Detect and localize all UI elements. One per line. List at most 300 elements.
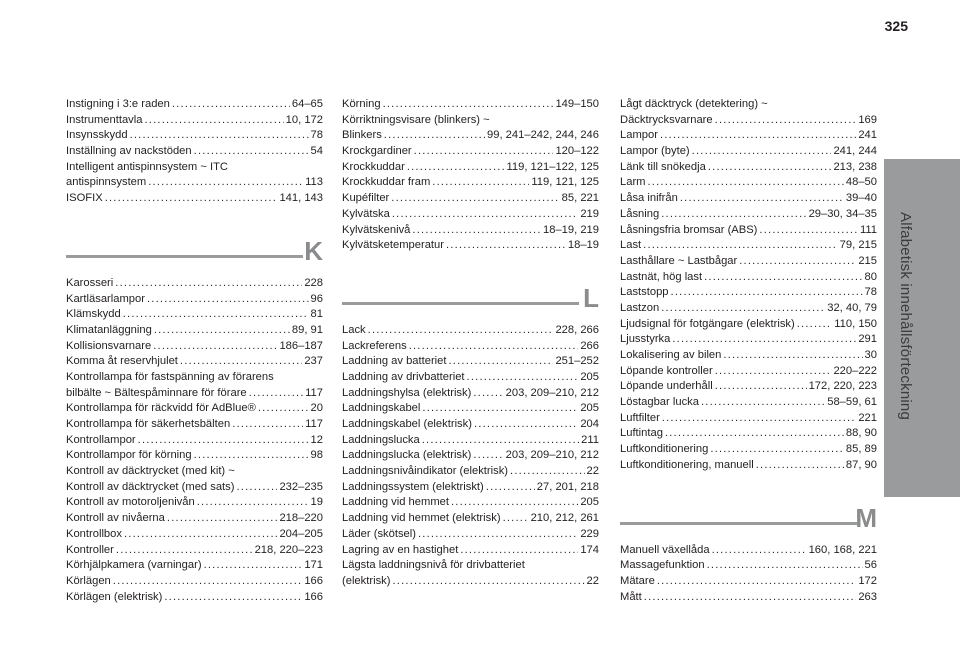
entry-term: Löpande kontroller xyxy=(620,364,713,377)
entry-term: Laddning av drivbatteriet xyxy=(342,370,465,383)
entry-term: Klimatanläggning xyxy=(66,323,152,336)
index-entry xyxy=(620,285,877,301)
entry-page-ref[interactable]: 27, 201, 218 xyxy=(536,480,599,493)
index-entry xyxy=(342,464,599,480)
index-entry xyxy=(66,433,323,449)
entry-term: Massagefunktion xyxy=(620,559,705,572)
dot-leader xyxy=(644,590,857,606)
entry-term: Körning xyxy=(342,98,381,110)
entry-term: Kontroll av däcktrycket (med kit) ~ xyxy=(66,465,235,478)
entry-term: Körlägen xyxy=(66,574,111,587)
entry-term: Klämskydd xyxy=(66,308,121,321)
index-entry xyxy=(66,160,323,176)
entry-page-ref[interactable]: 205 xyxy=(580,496,599,509)
entry-term: Mått xyxy=(620,590,642,603)
index-entry xyxy=(342,511,599,527)
entry-page-ref[interactable]: 221 xyxy=(858,411,877,424)
dot-leader xyxy=(194,448,309,464)
section-letter: M xyxy=(855,502,877,533)
entry-page-ref[interactable]: 79, 215 xyxy=(839,239,877,252)
entry-term: Laddningskabel (elektrisk) xyxy=(342,418,472,430)
dot-leader xyxy=(407,160,505,176)
letter-section-header xyxy=(342,281,599,317)
section-tab xyxy=(884,159,960,497)
dot-leader xyxy=(237,480,278,496)
dot-leader xyxy=(701,395,825,411)
dot-leader xyxy=(467,370,579,386)
entry-page-ref[interactable]: 110, 150 xyxy=(834,317,877,330)
index-entry xyxy=(342,417,599,433)
entry-page-ref[interactable]: 218–220 xyxy=(279,512,323,525)
entry-term: Laddningsnivåindikator (elektrisk) xyxy=(342,465,509,478)
entry-page-ref[interactable]: 219 xyxy=(580,207,599,220)
index-entry xyxy=(342,543,599,559)
dot-leader xyxy=(113,574,303,590)
dot-leader xyxy=(144,113,283,129)
entry-page-ref[interactable]: 204–205 xyxy=(279,527,323,540)
index-entry xyxy=(342,128,599,144)
index-entry xyxy=(620,442,877,458)
entry-term: ISOFIX xyxy=(66,192,103,205)
entry-page-ref[interactable]: 210, 212, 261 xyxy=(530,512,599,525)
dot-leader xyxy=(451,495,578,511)
entry-term: Lägsta laddningsnivå för drivbatteriet xyxy=(342,559,525,572)
index-entry xyxy=(342,527,599,543)
index-entry xyxy=(342,495,599,511)
section-divider xyxy=(342,302,579,305)
entry-term: Löpande underhåll xyxy=(620,380,713,393)
entry-page-ref[interactable]: 12 xyxy=(310,433,323,446)
dot-leader xyxy=(422,433,579,449)
dot-leader xyxy=(414,144,554,160)
entry-page-ref[interactable]: 98 xyxy=(310,449,323,462)
entry-term: Luftfilter xyxy=(620,411,660,424)
entry-page-ref[interactable]: 141, 143 xyxy=(279,192,323,205)
index-entry xyxy=(342,574,599,590)
entry-term: Laddning av batteriet xyxy=(342,355,447,368)
entry-page-ref[interactable]: 215 xyxy=(858,254,877,267)
index-entry xyxy=(620,160,877,176)
dot-leader xyxy=(368,323,554,339)
index-entry xyxy=(342,339,599,355)
index-entry xyxy=(66,590,323,606)
index-entry xyxy=(620,113,877,129)
entry-term: Däcktrycksvarnare xyxy=(620,113,713,126)
dot-leader xyxy=(680,191,844,207)
dot-leader xyxy=(723,348,862,364)
entry-page-ref[interactable]: 10, 172 xyxy=(285,113,323,126)
dot-leader xyxy=(124,527,277,543)
index-entry xyxy=(620,175,877,191)
dot-leader xyxy=(473,386,503,402)
entry-term: Krockgardiner xyxy=(342,145,412,158)
index-entry xyxy=(66,527,323,543)
index-entry xyxy=(620,270,877,286)
letter-section-header xyxy=(66,234,323,270)
dot-leader xyxy=(194,144,309,160)
entry-term: Inställning av nackstöden xyxy=(66,145,192,158)
index-entry xyxy=(66,191,323,207)
entry-term: Intelligent antispinnsystem ~ ITC xyxy=(66,160,228,173)
entry-term: Låsning xyxy=(620,207,660,220)
dot-leader xyxy=(486,480,535,496)
dot-leader xyxy=(710,442,844,458)
entry-page-ref[interactable]: 172 xyxy=(858,574,877,587)
index-entry xyxy=(342,113,599,129)
section-tab-label: Alfabetisk innehållsförteckning xyxy=(897,212,914,420)
entry-term: Luftintag xyxy=(620,427,663,440)
dot-leader xyxy=(409,339,579,355)
entry-page-ref[interactable]: 22 xyxy=(586,465,599,478)
entry-page-ref[interactable]: 171 xyxy=(304,559,323,572)
entry-page-ref[interactable]: 78 xyxy=(310,129,323,142)
index-entry xyxy=(620,348,877,364)
entry-page-ref[interactable]: 85, 89 xyxy=(845,443,877,456)
entry-page-ref[interactable]: 169 xyxy=(858,113,877,126)
entry-page-ref[interactable]: 220–222 xyxy=(833,364,877,377)
entry-term: Kollisionsvarnare xyxy=(66,339,152,352)
entry-page-ref[interactable]: 166 xyxy=(304,574,323,587)
index-entry xyxy=(66,511,323,527)
entry-page-ref[interactable]: 113 xyxy=(305,176,323,189)
entry-page-ref[interactable]: 22 xyxy=(586,574,599,587)
index-entry xyxy=(66,495,323,511)
entry-page-ref[interactable]: 56 xyxy=(864,559,877,572)
entry-page-ref[interactable]: 81 xyxy=(310,308,323,321)
entry-page-ref[interactable]: 205 xyxy=(580,370,599,383)
entry-page-ref[interactable]: 54 xyxy=(310,145,323,158)
entry-term: Ljudsignal för fotgängare (elektrisk) xyxy=(620,317,795,330)
entry-page-ref[interactable]: 20 xyxy=(310,402,323,415)
entry-term: Lampor (byte) xyxy=(620,145,690,158)
section-letter: K xyxy=(304,235,323,266)
entry-page-ref[interactable]: 229 xyxy=(580,527,599,540)
dot-leader xyxy=(123,307,309,323)
entry-term: Kontroll av nivåerna xyxy=(66,512,165,525)
entry-page-ref[interactable]: 186–187 xyxy=(279,339,323,352)
entry-page-ref[interactable]: 166 xyxy=(304,590,323,603)
entry-page-ref[interactable]: 172, 220, 223 xyxy=(808,380,877,393)
index-entry xyxy=(342,433,599,449)
index-entry xyxy=(66,175,323,191)
entry-page-ref[interactable]: 228 xyxy=(304,276,323,289)
index-entry xyxy=(342,448,599,464)
entry-page-ref[interactable]: 203, 209–210, 212 xyxy=(505,449,599,462)
index-entry xyxy=(620,301,877,317)
dot-leader xyxy=(671,285,863,301)
entry-term: Lampor xyxy=(620,129,658,142)
entry-term: Instrumenttavla xyxy=(66,113,143,126)
entry-term: Krockkuddar xyxy=(342,160,405,173)
index-entry xyxy=(66,276,323,292)
entry-page-ref[interactable]: 48–50 xyxy=(845,176,877,189)
dot-leader xyxy=(712,543,807,559)
dot-leader xyxy=(759,223,858,239)
entry-page-ref[interactable]: 19 xyxy=(310,496,323,509)
entry-term: Löstagbar lucka xyxy=(620,396,699,409)
index-entry xyxy=(66,370,323,386)
entry-term: Kontroll av motoroljenivån xyxy=(66,496,195,509)
entry-term: Kontrollampa för räckvidd för AdBlue® xyxy=(66,402,256,415)
letter-section-header xyxy=(620,501,877,537)
entry-page-ref[interactable]: 228, 266 xyxy=(555,323,599,336)
index-entry xyxy=(66,448,323,464)
entry-term: Laddning vid hemmet xyxy=(342,496,449,509)
index-entry xyxy=(66,339,323,355)
entry-page-ref[interactable]: 291 xyxy=(858,333,877,346)
dot-leader xyxy=(116,543,253,559)
entry-term: Låsa inifrån xyxy=(620,192,678,205)
entry-term: Ljusstyrka xyxy=(620,333,671,346)
dot-leader xyxy=(232,417,303,433)
entry-term: Kontroller xyxy=(66,543,114,556)
dot-leader xyxy=(153,339,277,355)
index-entry xyxy=(66,113,323,129)
entry-page-ref[interactable]: 213, 238 xyxy=(833,160,877,173)
entry-page-ref[interactable]: 30 xyxy=(864,349,877,361)
index-entry xyxy=(620,223,877,239)
dot-leader xyxy=(474,417,578,433)
index-entry xyxy=(66,401,323,417)
index-entry xyxy=(620,558,877,574)
dot-leader xyxy=(643,238,838,254)
entry-page-ref[interactable]: 263 xyxy=(858,590,877,603)
dot-leader xyxy=(715,113,857,129)
entry-page-ref[interactable]: 111 xyxy=(859,223,877,236)
entry-page-ref[interactable]: 117 xyxy=(305,386,323,399)
index-entry xyxy=(66,128,323,144)
entry-term: Låsningsfria bromsar (ABS) xyxy=(620,223,758,236)
index-entry xyxy=(620,332,877,348)
entry-term: Kylvätska xyxy=(342,207,390,220)
index-column-3 xyxy=(620,97,877,605)
dot-leader xyxy=(672,332,856,348)
entry-term: Kontroll av däcktrycket (med sats) xyxy=(66,480,235,493)
entry-term: Krockkuddar fram xyxy=(342,176,431,189)
index-entry xyxy=(66,558,323,574)
entry-page-ref[interactable]: 64–65 xyxy=(291,98,323,110)
entry-term: Kontrollbox xyxy=(66,527,122,540)
entry-page-ref[interactable]: 39–40 xyxy=(845,192,877,205)
entry-term: Kylvätsketemperatur xyxy=(342,239,444,252)
index-entry xyxy=(342,144,599,160)
dot-leader xyxy=(449,354,554,370)
dot-leader xyxy=(197,495,309,511)
dot-leader xyxy=(797,317,833,333)
index-entry xyxy=(620,426,877,442)
index-entry xyxy=(66,97,323,113)
entry-term: Luftkonditionering xyxy=(620,443,709,456)
entry-term: Karosseri xyxy=(66,276,114,289)
entry-page-ref[interactable]: 174 xyxy=(580,543,599,556)
index-entry xyxy=(620,543,877,559)
index-entry xyxy=(66,464,323,480)
index-entry xyxy=(342,191,599,207)
index-entry xyxy=(620,97,877,113)
index-entry xyxy=(342,97,599,113)
dot-leader xyxy=(392,207,578,223)
dot-leader xyxy=(115,276,302,292)
index-entry xyxy=(342,207,599,223)
entry-page-ref[interactable]: 78 xyxy=(864,286,877,299)
dot-leader xyxy=(446,238,566,254)
entry-term: Länk till snökedja xyxy=(620,160,706,173)
entry-page-ref[interactable]: 18–19 xyxy=(567,239,599,252)
entry-term: Körlägen (elektrisk) xyxy=(66,590,163,603)
entry-page-ref[interactable]: 266 xyxy=(580,339,599,352)
entry-term: Kontrollampa för fastspänning av förarens xyxy=(66,370,274,383)
dot-leader xyxy=(704,270,862,286)
entry-page-ref[interactable]: 87, 90 xyxy=(845,458,877,471)
dot-leader xyxy=(148,175,303,191)
entry-term: Insynsskydd xyxy=(66,129,128,142)
entry-term: Körhjälpkamera (varningar) xyxy=(66,559,202,572)
dot-leader xyxy=(708,160,832,176)
entry-page-ref[interactable]: 29–30, 34–35 xyxy=(808,207,877,220)
index-column-2 xyxy=(342,97,599,590)
entry-term: Mätare xyxy=(620,574,655,587)
index-entry xyxy=(620,379,877,395)
entry-page-ref[interactable]: 211 xyxy=(581,433,599,446)
index-entry xyxy=(342,558,599,574)
entry-page-ref[interactable]: 232–235 xyxy=(279,480,323,493)
entry-term: bilbälte ~ Bältespåminnare för förare xyxy=(66,386,247,399)
dot-leader xyxy=(418,527,578,543)
entry-term: (elektrisk) xyxy=(342,574,391,587)
section-divider xyxy=(66,255,303,258)
entry-term: Kartläsarlampor xyxy=(66,292,145,305)
dot-leader xyxy=(258,401,309,417)
entry-page-ref[interactable]: 119, 121–122, 125 xyxy=(506,160,599,173)
index-entry xyxy=(66,323,323,339)
entry-page-ref[interactable]: 117 xyxy=(305,418,323,430)
entry-term: Laddningskabel xyxy=(342,402,421,415)
index-entry xyxy=(620,411,877,427)
dot-leader xyxy=(172,97,290,113)
entry-term: Laddning vid hemmet (elektrisk) xyxy=(342,512,501,525)
entry-page-ref[interactable]: 119, 121, 125 xyxy=(531,176,599,189)
dot-leader xyxy=(665,426,844,442)
entry-page-ref[interactable]: 241, 244 xyxy=(833,145,877,158)
index-entry xyxy=(342,370,599,386)
index-entry xyxy=(620,574,877,590)
entry-page-ref[interactable]: 237 xyxy=(304,355,323,368)
entry-term: Lastnät, hög last xyxy=(620,270,703,283)
dot-leader xyxy=(739,254,856,270)
entry-page-ref[interactable]: 149–150 xyxy=(555,98,599,110)
dot-leader xyxy=(392,574,584,590)
entry-term: Lastzon xyxy=(620,301,660,314)
index-entry xyxy=(66,480,323,496)
index-entry xyxy=(620,191,877,207)
dot-leader xyxy=(503,511,529,527)
index-entry xyxy=(66,307,323,323)
entry-page-ref[interactable]: 160, 168, 221 xyxy=(808,543,877,556)
entry-page-ref[interactable]: 96 xyxy=(310,292,323,305)
entry-term: Komma åt reservhjulet xyxy=(66,355,178,368)
index-entry xyxy=(66,543,323,559)
entry-term: Larm xyxy=(620,176,646,189)
index-entry xyxy=(342,480,599,496)
dot-leader xyxy=(249,386,304,402)
dot-leader xyxy=(180,354,302,370)
entry-page-ref[interactable]: 80 xyxy=(864,270,877,283)
entry-page-ref[interactable]: 218, 220–223 xyxy=(254,543,323,556)
dot-leader xyxy=(662,411,857,427)
index-entry xyxy=(342,160,599,176)
dot-leader xyxy=(383,97,554,113)
dot-leader xyxy=(204,558,303,574)
dot-leader xyxy=(692,144,832,160)
entry-page-ref[interactable]: 88, 90 xyxy=(845,427,877,440)
entry-page-ref[interactable]: 204 xyxy=(580,418,599,430)
entry-term: antispinnsystem xyxy=(66,176,147,189)
entry-page-ref[interactable]: 18–19, 219 xyxy=(543,223,599,236)
index-entry xyxy=(66,292,323,308)
dot-leader xyxy=(164,590,302,606)
dot-leader xyxy=(661,207,806,223)
entry-term: Kupéfilter xyxy=(342,192,390,205)
entry-page-ref[interactable]: 205 xyxy=(580,402,599,415)
dot-leader xyxy=(130,128,309,144)
entry-page-ref[interactable]: 120–122 xyxy=(555,145,599,158)
index-entry xyxy=(620,590,877,606)
entry-term: Blinkers xyxy=(342,129,382,142)
index-entry xyxy=(66,144,323,160)
entry-term: Laddningshylsa (elektrisk) xyxy=(342,386,472,399)
index-entry xyxy=(620,458,877,474)
page-number: 325 xyxy=(884,18,908,34)
dot-leader xyxy=(138,433,309,449)
dot-leader xyxy=(648,175,844,191)
index-entry xyxy=(342,175,599,191)
entry-page-ref[interactable]: 58–59, 61 xyxy=(827,396,877,409)
dot-leader xyxy=(510,464,585,480)
entry-page-ref[interactable]: 32, 40, 79 xyxy=(827,301,877,314)
entry-term: Laddningslucka (elektrisk) xyxy=(342,449,472,462)
index-entry xyxy=(620,144,877,160)
index-entry xyxy=(342,401,599,417)
entry-term: Laddningslucka xyxy=(342,433,420,446)
dot-leader xyxy=(715,364,832,380)
dot-leader xyxy=(473,448,503,464)
dot-leader xyxy=(660,128,856,144)
entry-term: Körriktningsvisare (blinkers) ~ xyxy=(342,113,490,126)
entry-page-ref[interactable]: 89, 91 xyxy=(291,323,323,336)
entry-page-ref[interactable]: 251–252 xyxy=(555,355,599,368)
entry-term: Manuell växellåda xyxy=(620,543,710,556)
index-entry xyxy=(342,354,599,370)
entry-term: Lågt däcktryck (detektering) ~ xyxy=(620,98,768,110)
entry-term: Läder (skötsel) xyxy=(342,527,416,540)
dot-leader xyxy=(154,323,290,339)
dot-leader xyxy=(657,574,857,590)
dot-leader xyxy=(707,558,863,574)
entry-term: Kontrollampa för säkerhetsbälten xyxy=(66,418,231,430)
entry-page-ref[interactable]: 85, 221 xyxy=(561,192,599,205)
entry-page-ref[interactable]: 241 xyxy=(858,129,877,142)
section-letter: L xyxy=(583,282,599,313)
dot-leader xyxy=(756,458,844,474)
entry-page-ref[interactable]: 99, 241–242, 244, 246 xyxy=(487,129,599,142)
dot-leader xyxy=(661,301,825,317)
entry-term: Last xyxy=(620,239,642,252)
entry-page-ref[interactable]: 203, 209–210, 212 xyxy=(505,386,599,399)
entry-term: Kontrollampor för körning xyxy=(66,449,192,462)
dot-leader xyxy=(460,543,578,559)
dot-leader xyxy=(412,223,541,239)
dot-leader xyxy=(391,191,559,207)
